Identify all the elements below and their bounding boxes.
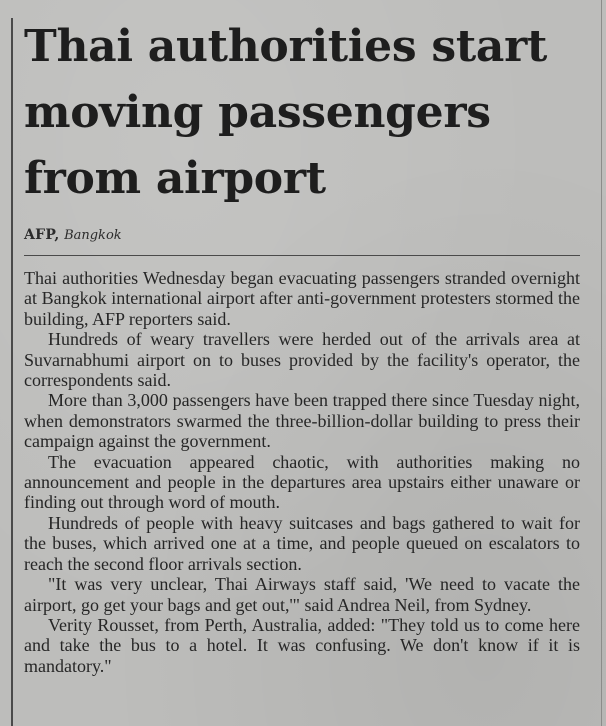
paragraph-3: More than 3,000 passengers have been trapped there since Tuesday night, when demonstrators swarmed the three-billion-dollar building to press their campaign against the government.	[24, 390, 580, 452]
paragraph-2: Hundreds of weary travellers were herded out of the arrivals area at Suvarnabhumi airport on to buses provided by the facility's operator, the correspondents said.	[24, 329, 580, 391]
paragraph-1: Thai authorities Wednesday began evacuating passengers stranded overnight at Bangkok international airport after anti-government protesters stormed the building, AFP reporters said.	[24, 268, 580, 329]
column-rule-left	[11, 18, 13, 726]
byline-divider	[24, 255, 580, 256]
paragraph-6: "It was very unclear, Thai Airways staff said, 'We need to vacate the airport, go get your bags and get out,'" said Andrea Neil, from Sydney.	[24, 574, 580, 615]
page-edge-right	[601, 0, 602, 726]
paragraph-4: The evacuation appeared chaotic, with authorities making no announcement and people in the departures area upstairs either unaware or finding out through word of mouth.	[24, 451, 580, 513]
byline-agency: AFP,	[24, 227, 60, 243]
paragraph-5: Hundreds of people with heavy suitcases and bags gathered to wait for the buses, which arrived one at a time, and people queued on escalators to reach the second floor arrivals section.	[24, 512, 580, 574]
byline	[24, 226, 580, 245]
paragraph-7: Verity Rousset, from Perth, Australia, added: "They told us to come here and take the bus to a hotel. It was confusing. We don't know if it is mandatory."	[24, 614, 580, 676]
article-body	[24, 268, 580, 676]
byline-dateline: Bangkok	[64, 228, 122, 243]
headline: Thai authorities start moving passengers from airport	[24, 21, 547, 204]
news-article	[24, 14, 580, 676]
